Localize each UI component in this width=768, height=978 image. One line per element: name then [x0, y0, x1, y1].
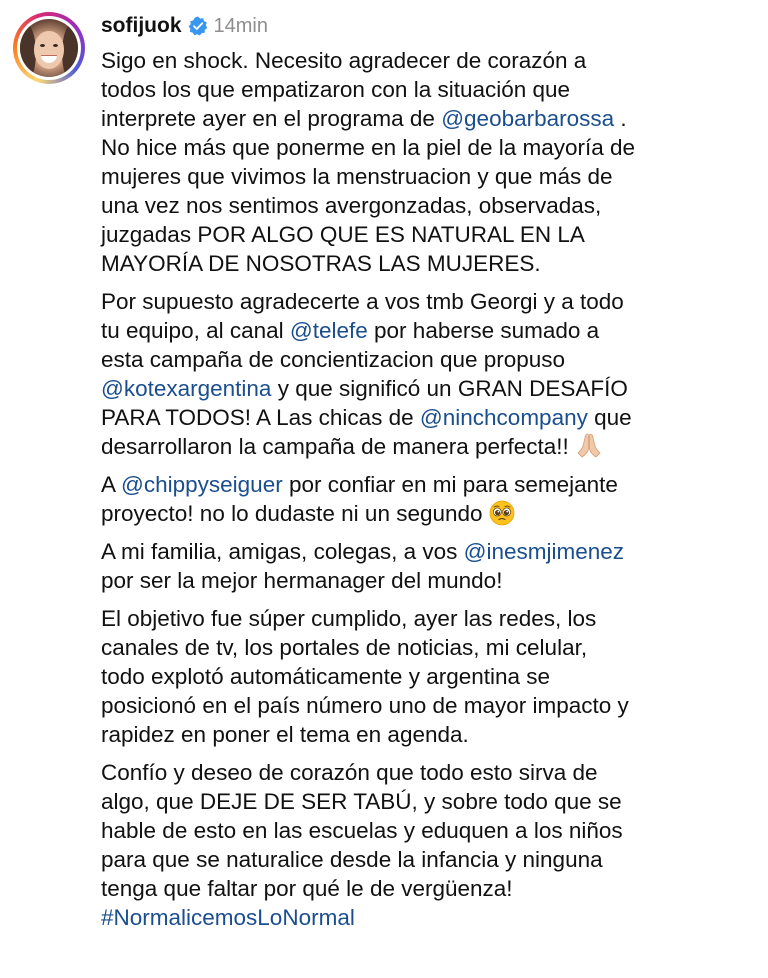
avatar[interactable] [20, 19, 78, 77]
timestamp: 14min [213, 14, 268, 37]
text-line [101, 470, 756, 499]
text-segment: por haberse sumado a [367, 318, 600, 343]
text-segment: por confiar en mi para semejante [282, 472, 618, 497]
paragraph-3 [101, 470, 756, 528]
comment-text [101, 46, 756, 932]
text-line: MAYORÍA DE NOSOTRAS LAS MUJERES. [101, 251, 541, 276]
text-line [101, 432, 756, 461]
paragraph-2 [101, 287, 756, 461]
paragraph-5 [101, 604, 756, 749]
text-line: para que se naturalice desde la infancia y ninguna [101, 847, 603, 872]
text-line [101, 499, 756, 528]
text-line: tenga que faltar por qué le de vergüenza! [101, 876, 513, 901]
text-segment: tu equipo, al canal [101, 318, 290, 343]
text-line: rapidez en poner el tema en agenda. [101, 722, 469, 747]
pleading-face-emoji-icon [489, 500, 515, 526]
text-line: No hice más que ponerme en la piel de la mayoría de [101, 135, 636, 160]
text-segment: A mi familia, amigas, colegas, a vos [101, 539, 464, 564]
text-segment: desarrollaron la campaña de manera perfecta!! [101, 434, 569, 459]
mention-ninchcompany[interactable]: @ninchcompany [419, 405, 588, 430]
text-segment: que [587, 405, 632, 430]
text-segment: . [614, 106, 627, 131]
paragraph-6 [101, 758, 756, 932]
paragraph-4 [101, 537, 756, 595]
text-line: todo explotó automáticamente y argentina se [101, 664, 551, 689]
paragraph-1 [101, 46, 756, 278]
text-line [101, 374, 756, 403]
text-segment: proyecto! no lo dudaste ni un segundo [101, 501, 483, 526]
mention-geobarbarossa[interactable]: @geobarbarossa [441, 106, 615, 131]
text-line: Por supuesto agradecerte a vos tmb Georgi y a todo [101, 289, 624, 314]
text-line: juzgadas POR ALGO QUE ES NATURAL EN LA [101, 222, 585, 247]
avatar-hair-right [62, 23, 78, 77]
text-line [101, 537, 756, 566]
verified-badge-icon [188, 16, 208, 36]
avatar-eye-right [53, 44, 58, 47]
text-line: Confío y deseo de corazón que todo esto sirva de [101, 760, 598, 785]
text-line: mujeres que vivimos la menstruacion y que más de [101, 164, 613, 189]
text-segment: interprete ayer en el programa de [101, 106, 442, 131]
folded-hands-emoji-icon [575, 432, 603, 458]
avatar-eye-left [40, 44, 45, 47]
mention-kotexargentina[interactable]: @kotexargentina [101, 376, 272, 401]
text-line [101, 104, 756, 133]
text-line: esta campaña de concientizacion que propuso [101, 347, 566, 372]
mention-chippyseiguer[interactable]: @chippyseiguer [121, 472, 283, 497]
text-line: por ser la mejor hermanager del mundo! [101, 568, 503, 593]
text-line: todos los que empatizaron con la situación que [101, 77, 571, 102]
text-segment: y que significó un GRAN DESAFÍO [271, 376, 628, 401]
text-line: algo, que DEJE DE SER TABÚ, y sobre todo que se [101, 789, 622, 814]
avatar-story-ring[interactable] [13, 12, 85, 84]
text-line [101, 403, 756, 432]
text-segment: PARA TODOS! A Las chicas de [101, 405, 420, 430]
text-line: El objetivo fue súper cumplido, ayer las redes, los [101, 606, 597, 631]
username[interactable]: sofijuok [101, 14, 182, 37]
comment-header [101, 12, 268, 40]
text-line: canales de tv, los portales de noticias, mi celular, [101, 635, 588, 660]
hashtag-normalicemoslonormal[interactable]: #NormalicemosLoNormal [101, 905, 355, 930]
avatar-frame [17, 16, 81, 80]
mention-inesmjimenez[interactable]: @inesmjimenez [463, 539, 625, 564]
avatar-face [34, 31, 64, 69]
text-segment: A [101, 472, 122, 497]
text-line [101, 316, 756, 345]
text-line: una vez nos sentimos avergonzadas, observadas, [101, 193, 602, 218]
text-line: Sigo en shock. Necesito agradecer de corazón a [101, 48, 587, 73]
text-line: posicionó en el país número uno de mayor impacto y [101, 693, 629, 718]
mention-telefe[interactable]: @telefe [289, 318, 368, 343]
text-line: hable de esto en las escuelas y eduquen a los niños [101, 818, 623, 843]
